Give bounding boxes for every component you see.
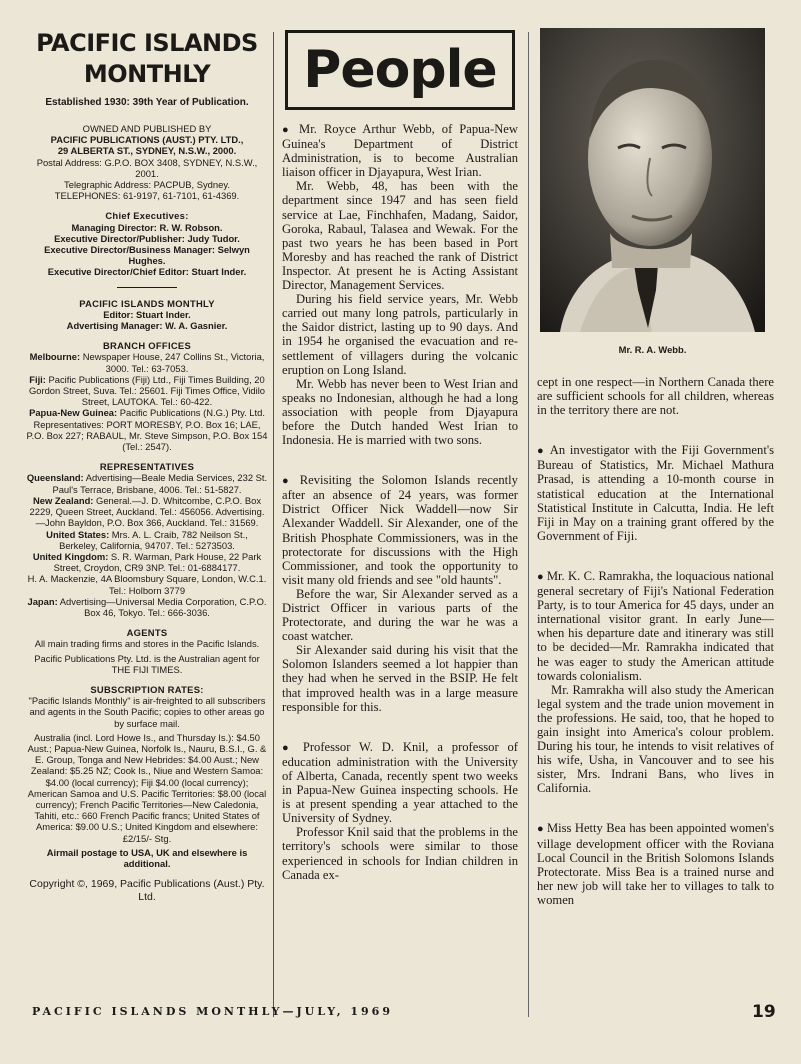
bullet-icon: ● <box>282 741 303 754</box>
bullet-icon: ● <box>537 823 547 836</box>
executive-line: Executive Director/Chief Editor: Stuart Inder. <box>47 266 247 278</box>
bullet-icon: ● <box>282 475 300 488</box>
section-title: People <box>303 40 497 100</box>
bullet-icon: ● <box>282 124 300 136</box>
owned-line: OWNED AND PUBLISHED BY <box>82 123 212 134</box>
article-paragraph: ● Mr. K. C. Ramrakha, the loquacious national general secretary of Fiji's National Federation Party, is to tour America for 45 days, under an international visitor grant. In early June—when his departure date and itinerary was still to be decided—Mr. Ramrakha indicated that he was eager to study the American attitude towards colonialism. <box>537 568 774 683</box>
publisher-street: 29 ALBERTA ST., SYDNEY, N.S.W., 2000. <box>57 145 237 157</box>
articles-middle-column <box>282 122 518 882</box>
article-paragraph: Sir Alexander said during his visit that the Solomon Islanders seemed a lot happier than they had when he served in the BSIP. He felt that improved health was in a large measure responsible for this. <box>282 643 518 714</box>
article-knil <box>282 740 518 882</box>
article-paragraph: cept in one respect—in Northern Canada there are sufficient schools for all children, whereas in the territory there are not. <box>537 375 774 418</box>
representatives-heading: REPRESENTATIVES <box>99 461 195 473</box>
article-paragraph: Professor Knil said that the problems in the territory's schools were similar to those experienced in schools for Indian children in Canada ex- <box>282 825 518 882</box>
divider <box>117 287 177 288</box>
subscription-heading: SUBSCRIPTION RATES: <box>90 683 204 695</box>
masthead-title <box>26 28 268 90</box>
executives-heading: Chief Executives: <box>105 210 189 222</box>
representative-entry: New Zealand: General.—J. D. Whitcombe, C.P.O. Box 2229, Queen Street, Auckland. Tel.: 456056. Advertising.—John Bayldon, P.O. Box 366, Auckland. Tel.: 31569. <box>29 494 265 529</box>
article-paragraph: During his field service years, Mr. Webb carried out many long patrols, particularly in the Saidor district, lasting up to 90 days. And in 1954 he organised the evacuation and re-settlement of villagers during the volcanic eruption on Long Island. <box>282 292 518 377</box>
subscription-block <box>26 684 268 869</box>
article-paragraph: ● An investigator with the Fiji Government's Bureau of Statistics, Mr. Michael Mathura Prasad, is attending a 10-month course in statistical education at the International Statistical Institute in Calcutta, India. He left Fiji in May on a training grant offered by the Government of Fiji. <box>537 443 774 543</box>
representatives-block <box>26 461 268 618</box>
article-paragraph: Before the war, Sir Alexander served as a District Officer in various parts of the Protectorate, and during the war he was a coast watcher. <box>282 586 518 644</box>
article-paragraph: Mr. Webb has never been to West Irian and speaks no Indonesian, although he had a long association with people from Djayapura before the Dutch handed West Irian to Indonesia. He is married with two sons. <box>282 376 518 448</box>
article-prasad <box>537 443 774 543</box>
branch-office-entry: Fiji: Pacific Publications (Fiji) Ltd., Fiji Times Building, 20 Gordon Street, Suva. Tel.: 25601. Fiji Times Office, Vidilo Street, LAUTOKA. Tel.: 60-422. <box>28 373 266 408</box>
column-divider <box>528 32 529 1017</box>
article-knil-continued <box>537 375 774 417</box>
editor-line: Editor: Stuart Inder. <box>103 308 191 320</box>
airmail-note: Airmail postage to USA, UK and elsewhere is additional. <box>46 846 248 869</box>
representative-entry: H. A. Mackenzie, 4A Bloomsbury Square, London, W.C.1. Tel.: Holborn 3779 <box>27 573 267 596</box>
articles-right-column <box>537 375 774 907</box>
branch-offices-heading: BRANCH OFFICES <box>102 340 192 352</box>
agents-block <box>26 627 268 675</box>
representative-entry: Japan: Advertising—Universal Media Corporation, C.P.O. Box 46, Tokyo. Tel.: 666-3036. <box>27 595 267 618</box>
branch-office-entry: Melbourne: Newspaper House, 247 Collins St., Victoria, 3000. Tel.: 63-7053. <box>29 351 265 374</box>
branch-offices-block <box>26 340 268 452</box>
article-ramrakha <box>537 569 774 796</box>
article-paragraph: ● Revisiting the Solomon Islands recently after an absence of 24 years, was former District Officer Nick Waddell—now Sir Alexander Waddell. Sir Alexander, one of the British Phosphate Commissioners, was in the protectorate for discussions with the High Commissioner, and took the opportunity to visit many old friends and see "old haunts". <box>282 473 518 587</box>
copyright-line: Copyright ©, 1969, Pacific Publications (Aust.) Pty. Ltd. <box>29 878 265 904</box>
article-paragraph: ● Miss Hetty Bea has been appointed women's village development officer with the Roviana Local Council in the British Solomons Islands Protectorate. Miss Bea is a trained nurse and her new job will take her to villages to talk to women <box>537 821 774 907</box>
page-number: 19 <box>752 1002 776 1022</box>
column-divider <box>273 32 274 1017</box>
subscription-rates: Australia (incl. Lord Howe Is., and Thursday Is.): $4.50 Aust.; Papua-New Guinea, Norfolk Is., Nauru, B.S.I., G. & E. Group, Tonga and New Hebrides: $4.00 Aust.; New Zealand: $5.25 NZ; Cook Is., Niue and Western Samoa: $4.00 (local currency); Fiji $4.00 (local currency); American Samoa and U.S. Pacific Territories: $8.00 (local currency); French Pacific Territories—New Caledonia, Tahiti, etc.: 660 French Pacific francs; United States of America: $9.00 U.S.; United Kingdom and elsewhere: £2/15/- Stg. <box>27 731 267 844</box>
article-waddell <box>282 473 518 714</box>
article-paragraph: ● Mr. Royce Arthur Webb, of Papua-New Guinea's Department of District Administration, is to become Australian liaison officer in Djayapura, West Irian. <box>282 122 518 180</box>
magazine-block <box>26 298 268 332</box>
running-footer: PACIFIC ISLANDS MONTHLY—JULY, 1969 <box>32 1005 393 1018</box>
subscription-text: "Pacific Islands Monthly" is air-freighted to all subscribers and agents in the South Pacific; copies to other areas go by surface mail. <box>28 695 266 729</box>
publisher-info <box>26 123 268 201</box>
representative-entry: United States: Mrs. A. L. Craib, 782 Neilson St., Berkeley, California, 94707. Tel.: 5273503. <box>46 528 248 551</box>
branch-office-entry: Papua-New Guinea: Pacific Publications (N.G.) Pty. Ltd. Representatives: PORT MORESBY, P.O. Box 16; LAE, P.O. Box 227; RABAUL, Mr. Steve Simpson, P.O. Box 154 (Tel.: 2547). <box>26 407 268 453</box>
article-paragraph: Mr. Webb, 48, has been with the department since 1947 and has seen field service at Lae, Finchhafen, Madang, Saidor, Goroka, Rabaul, Talasea and Wewak. For the past two years he has been based in Port Moresby and has reached the rank of District Inspector. At present he is Acting Assistant Director, Management Services. <box>282 179 518 293</box>
portrait-illustration <box>540 28 765 332</box>
article-paragraph: ● Professor W. D. Knil, a professor of education administration with the University of Alberta, Canada, recently spent two weeks in Papua-New Guinea inspecting schools. He is at present spending a year attached to the University of Sydney. <box>282 739 518 826</box>
telephones: TELEPHONES: 61-9197, 61-7101, 61-4369. <box>54 190 240 202</box>
executive-line: Managing Director: R. W. Robson. <box>71 221 223 233</box>
portrait-photo <box>540 28 765 332</box>
established-line: Established 1930: 39th Year of Publication. <box>45 97 249 108</box>
telegraphic-address: Telegraphic Address: PACPUB, Sydney. <box>64 179 230 191</box>
article-bea <box>537 821 774 907</box>
bullet-icon: ● <box>537 570 547 583</box>
postal-address: Postal Address: G.P.O. BOX 3408, SYDNEY, N.S.W., 2001. <box>36 156 258 179</box>
executive-line: Executive Director/Publisher: Judy Tudor. <box>54 232 240 244</box>
article-webb <box>282 122 518 447</box>
agents-line: Pacific Publications Pty. Ltd. is the Australian agent for THE FIJI TIMES. <box>34 652 260 675</box>
photo-caption: Mr. R. A. Webb. <box>618 344 687 355</box>
article-paragraph: Mr. Ramrakha will also study the American legal system and the trade union movement in the professions. He said, too, that he hoped to gain insight into America's colour problem. During his tour, he intends to visit relatives of his wife, Usha, in Vancouver and to see his sister, Mrs. Indrani Bans, who lives in California. <box>537 682 774 796</box>
executives-block <box>26 210 268 277</box>
magazine-heading: PACIFIC ISLANDS MONTHLY <box>79 297 215 309</box>
advertising-manager-line: Advertising Manager: W. A. Gasnier. <box>66 320 228 332</box>
executive-line: Executive Director/Business Manager: Selwyn Hughes. <box>44 244 250 267</box>
agents-line: All main trading firms and stores in the Pacific Islands. <box>34 638 260 650</box>
bullet-icon: ● <box>537 445 550 458</box>
representative-entry: Queensland: Advertising—Beale Media Services, 232 St. Paul's Terrace, Brisbane, 4006. Tel.: 51-5827. <box>26 472 268 495</box>
masthead-column <box>26 28 268 912</box>
section-title-box <box>285 30 515 110</box>
representative-entry: United Kingdom: S. R. Warman, Park House, 22 Park Street, Croydon, CR9 3NP. Tel.: 01-6884177. <box>32 550 262 574</box>
masthead-line-2: MONTHLY <box>83 60 211 88</box>
agents-heading: AGENTS <box>126 627 168 639</box>
publisher-company: PACIFIC PUBLICATIONS (AUST.) PTY. LTD., <box>50 134 244 146</box>
masthead-line-1: PACIFIC ISLANDS <box>36 29 258 57</box>
